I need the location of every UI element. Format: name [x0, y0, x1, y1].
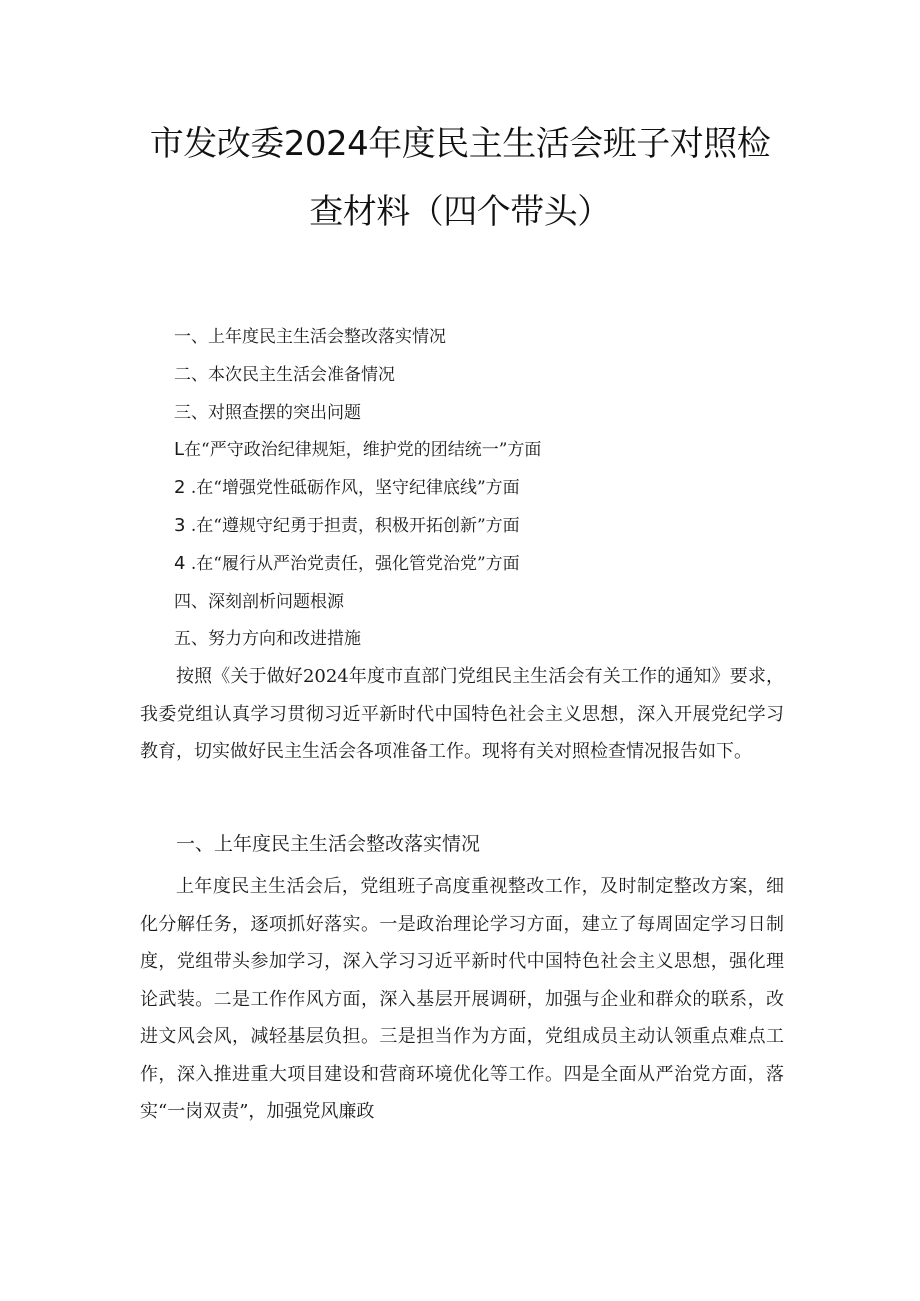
toc-item-text: 三、对照查摆的突出问题: [174, 402, 361, 423]
toc-item: [174, 545, 541, 583]
toc-item-text: 一、上年度民主生活会整改落实情况: [174, 327, 446, 347]
toc-item: [174, 620, 541, 658]
toc-item: [174, 507, 541, 545]
toc-item-number: 3: [174, 514, 186, 536]
section-1-paragraph: 上年度民主生活会后，党组班子高度重视整改工作，及时制定整改方案，细化分解任务，逐项抓好落实。一是政治理论学习方面，建立了每周固定学习日制度，党组带头参加学习，深入学习习近平新时代中国特色社会主义思想，强化理论武装。二是工作作风方面，深入基层开展调研，加强与企业和群众的联系，改进文风会风，减轻基层负担。三是担当作为方面，党组成员主动认领重点难点工作，深入推进重大项目建设和营商环境优化等工作。四是全面从严治党方面，落实“一岗双责”，加强党风廉政: [140, 876, 784, 1122]
toc-item-text: 二、本次民主生活会准备情况: [174, 364, 395, 385]
toc-item: [174, 318, 541, 356]
toc-item-text: 五、努力方向和改进措施: [174, 629, 361, 650]
toc-item-number: 4: [174, 552, 186, 574]
toc-item-text: .在“履行从严治党责任，强化管党治党”方面: [185, 553, 520, 574]
toc-item-text: 四、深刻剖析问题根源: [174, 591, 344, 612]
intro-paragraph: 按照《关于做好2024年度市直部门党组民主生活会有关工作的通知》要求，我委党组认真学习贯彻习近平新时代中国特色社会主义思想，深入开展党纪学习教育，切实做好民主生活会各项准备工作。现将有关对照检查情况报告如下。: [140, 666, 784, 762]
toc-item-text: .在“增强党性砥砺作风，坚守纪律底线”方面: [185, 478, 520, 499]
toc-item-text: 在“严守政治纪律规矩，维护党的团结统一”方面: [184, 440, 542, 461]
toc-item: [174, 394, 541, 432]
table-of-contents: [174, 318, 541, 658]
document-title-line-1: 市发改委2024年度民主生活会班子对照检: [149, 124, 771, 164]
toc-item: [174, 356, 541, 394]
document-title-line-2: 查材料（四个带头）: [309, 192, 611, 232]
toc-item: [174, 431, 541, 469]
toc-item: [174, 583, 541, 621]
toc-item: [174, 469, 541, 507]
toc-item-text: .在“遵规守纪勇于担责，积极开拓创新”方面: [185, 515, 520, 536]
section-1-heading: 一、上年度民主生活会整改落实情况: [176, 833, 481, 855]
toc-item-number: L: [174, 439, 185, 461]
toc-item-number: 2: [174, 477, 186, 499]
